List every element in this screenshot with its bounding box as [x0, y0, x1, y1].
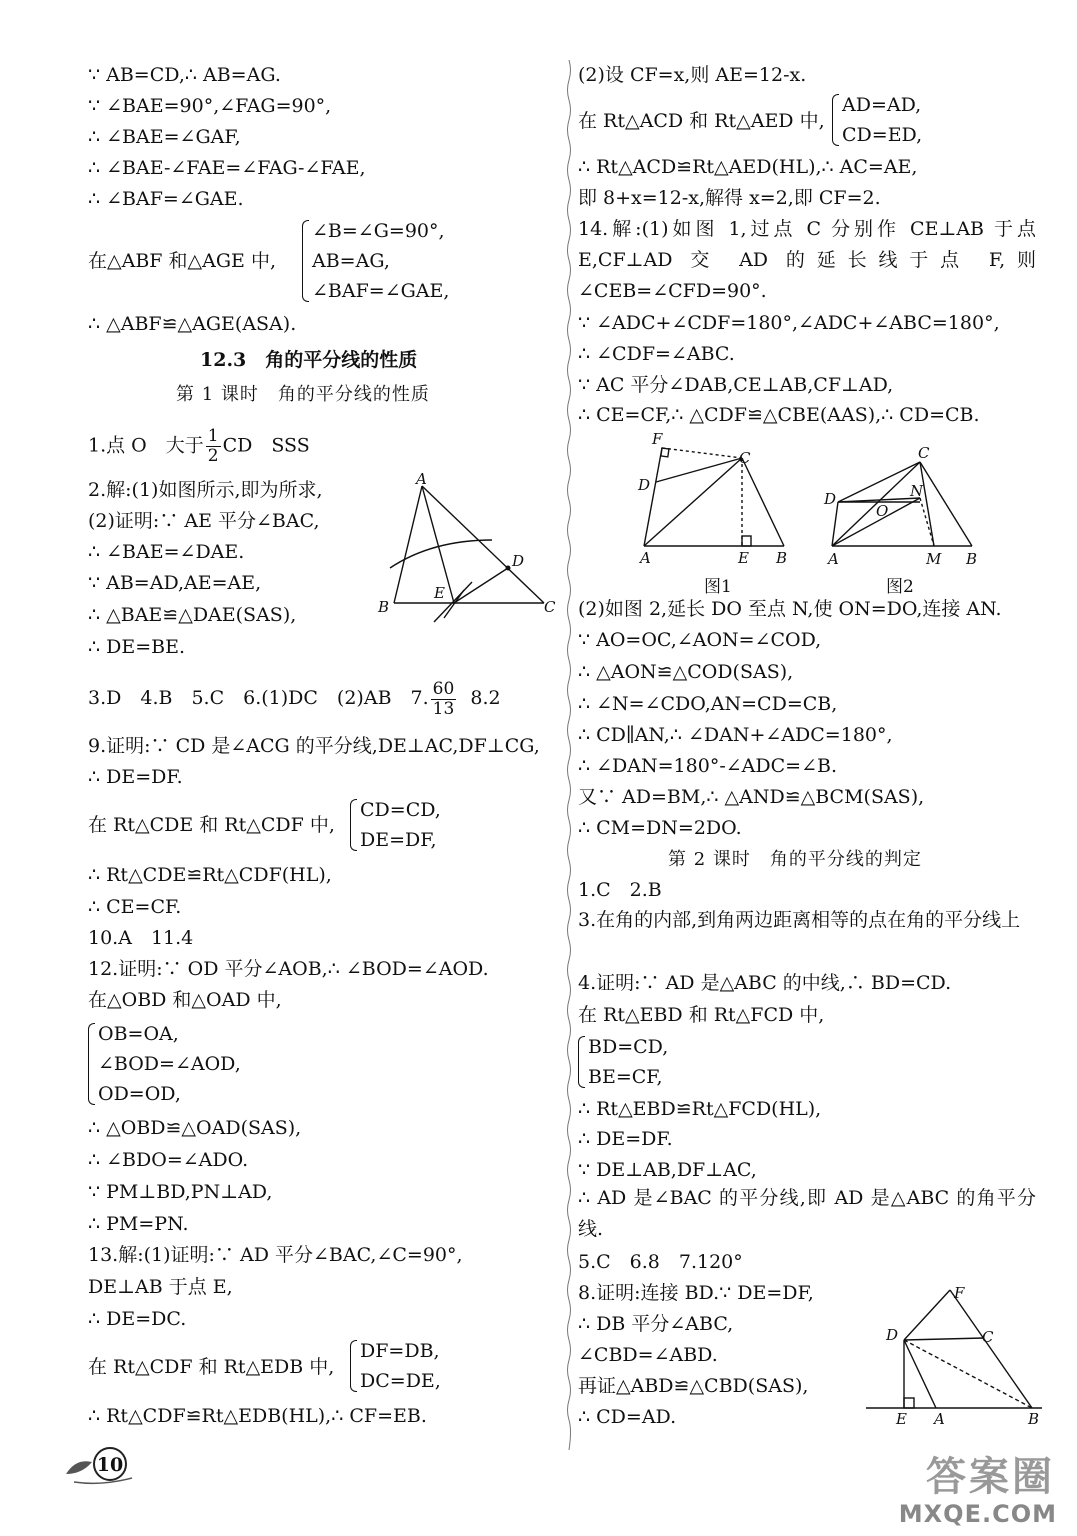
point-label: A	[416, 470, 427, 488]
text-line: ∴ DE=BE.	[88, 636, 186, 658]
text-line: ∴ CM=DN=2DO.	[578, 817, 742, 839]
text-line: ∵ AO=OC,∠AON=∠COD,	[578, 629, 822, 651]
text-line: ∠CBD=∠ABD.	[578, 1344, 718, 1366]
text-line: ∴ △AON≌△COD(SAS),	[578, 661, 794, 683]
text-line: 1.C 2.B	[578, 879, 662, 901]
text-line: ∴ PM=PN.	[88, 1213, 189, 1235]
text-line: ∴ △ABF≌△AGE(ASA).	[88, 313, 297, 335]
text-line: ∴ ∠BDO=∠ADO.	[88, 1149, 249, 1171]
text-line: 5.C 6.8 7.120°	[578, 1251, 743, 1273]
text-line: DE⊥AB 于点 E,	[88, 1276, 233, 1298]
leaf-icon	[66, 1461, 92, 1474]
lesson-title: 第 1 课时 角的平分线的性质	[176, 384, 430, 405]
watermark-logo: 答案圈	[926, 1454, 1055, 1500]
text-line: ∴ CE=CF,∴ △CDF≌△CBE(AAS),∴ CD=CB.	[578, 404, 980, 426]
point-label: B	[1028, 1410, 1040, 1428]
watermark-url: MXQE.COM	[898, 1500, 1057, 1528]
point-label: E	[434, 584, 445, 602]
text-line: ∴ CD=AD.	[578, 1406, 677, 1428]
point-label: N	[910, 482, 924, 500]
text-line: ∵ AB=CD,∴ AB=AG.	[88, 64, 281, 86]
text-line: ∵ AB=AD,AE=AE,	[88, 572, 262, 594]
text-line: 又∵ AD=BM,∴ △AND≌△BCM(SAS),	[578, 786, 925, 808]
fraction: $\frac{60}{13}$	[432, 678, 455, 719]
section-title: 12.3 角的平分线的性质	[200, 349, 418, 371]
text-line: ∴ CD∥AN,∴ ∠DAN+∠ADC=180°,	[578, 724, 893, 746]
condition-brace: AD=AD, CD=ED,	[832, 90, 922, 150]
page-number: 10	[96, 1454, 124, 1476]
text-line: 8.证明:连接 BD.∵ DE=DF,	[578, 1282, 814, 1304]
figure-q8	[862, 1282, 1048, 1432]
condition-brace: ∠B=∠G=90°, AB=AG, ∠BAF=∠GAE,	[302, 216, 449, 306]
point-label: A	[934, 1410, 945, 1428]
text-line: ∴ DE=DF.	[578, 1128, 673, 1150]
text-line: 10.A 11.4	[88, 927, 194, 949]
text-line: 12.证明:∵ OD 平分∠AOB,∴ ∠BOD=∠AOD.	[88, 958, 489, 980]
point-label: E	[896, 1410, 907, 1428]
text-line: (2)证明:∵ AE 平分∠BAC,	[88, 510, 320, 532]
text-line: 13.解:(1)证明:∵ AD 平分∠BAC,∠C=90°,	[88, 1244, 463, 1266]
page-number-badge	[62, 1444, 138, 1486]
text-line: 在 Rt△CDE 和 Rt△CDF 中,	[88, 814, 335, 836]
text-paragraph: ∴ AD 是∠BAC 的平分线,即 AD 是△ABC 的角平分线.	[578, 1187, 1036, 1240]
text-line: ∴ △OBD≌△OAD(SAS),	[88, 1117, 302, 1139]
text-line: ∵ ∠BAE=90°,∠FAG=90°,	[88, 95, 332, 117]
text-line: 再证△ABD≌△CBD(SAS),	[578, 1375, 809, 1397]
fraction: $\frac{1}{2}$	[207, 426, 219, 466]
text-line: 4.证明:∵ AD 是△ABC 的中线,∴ BD=CD.	[578, 972, 952, 994]
point-label: F	[652, 430, 663, 448]
figure-1-caption: 图1	[704, 577, 732, 597]
point-label: B	[966, 550, 978, 568]
point-label: C	[739, 449, 751, 467]
text-paragraph: 3.在角的内部,到角两边距离相等的点在角的平分线上	[578, 909, 1021, 931]
answer-q1: 1.点 O 大于 $\frac{1}{2}$ CD SSS	[88, 426, 310, 466]
text-line: 2.解:(1)如图所示,即为所求,	[88, 479, 323, 501]
point-label: C	[918, 444, 930, 462]
text-line: ∴ ∠DAN=180°-∠ADC=∠B.	[578, 755, 837, 777]
lesson-title: 第 2 课时 角的平分线的判定	[668, 849, 922, 870]
text-line: 在△OBD 和△OAD 中,	[88, 989, 282, 1011]
answers-q3-q8: 3.D 4.B 5.C 6.(1)DC (2)AB 7. $\frac{60}{13}$ 8.2	[88, 678, 501, 719]
point-label: F	[954, 1284, 965, 1302]
text-line: ∴ DE=DF.	[88, 766, 183, 788]
figure-2-caption: 图2	[886, 577, 914, 597]
text-line: ∴ ∠BAE=∠DAE.	[88, 541, 245, 563]
point-label: A	[828, 550, 839, 568]
text-line: ∴ Rt△CDE≌Rt△CDF(HL),	[88, 864, 332, 886]
point-label: D	[512, 552, 525, 570]
text-line: 在 Rt△ACD 和 Rt△AED 中,	[578, 110, 825, 132]
text-line: 在 Rt△CDF 和 Rt△EDB 中,	[88, 1356, 335, 1378]
point-label: M	[926, 550, 942, 568]
text-line: ∴ Rt△CDF≌Rt△EDB(HL),∴ CF=EB.	[88, 1405, 427, 1427]
text-paragraph: 14.解:(1)如图 1,过点 C 分别作 CE⊥AB 于点 E,CF⊥AD 交 AD 的延长线于点 F,则∠CEB=∠CFD=90°.	[578, 218, 1036, 302]
text-line: ∵ PM⊥BD,PN⊥AD,	[88, 1181, 273, 1203]
point-label: C	[544, 598, 556, 616]
condition-brace: CD=CD, DE=DF,	[350, 795, 441, 855]
text-line: ∵ DE⊥AB,DF⊥AC,	[578, 1159, 757, 1181]
figure-1	[636, 430, 796, 570]
point-label: C	[982, 1328, 994, 1346]
point-label: A	[640, 549, 651, 567]
text-line: 9.证明:∵ CD 是∠ACG 的平分线,DE⊥AC,DF⊥CG,	[88, 735, 540, 757]
text-line: ∴ ∠N=∠CDO,AN=CD=CB,	[578, 693, 838, 715]
point-label: D	[638, 476, 651, 494]
figure-2	[822, 440, 982, 570]
condition-brace: BD=CD, BE=CF,	[578, 1032, 668, 1092]
text-line: ∴ Rt△EBD≌Rt△FCD(HL),	[578, 1098, 822, 1120]
condition-brace: DF=DB, DC=DE,	[350, 1336, 441, 1396]
condition-brace: OB=OA, ∠BOD=∠AOD, OD=OD,	[88, 1019, 241, 1109]
text-line: (2)如图 2,延长 DO 至点 N,使 ON=DO,连接 AN.	[578, 598, 1002, 620]
point-label: B	[776, 549, 788, 567]
text-line: ∴ CE=CF.	[88, 896, 182, 918]
text-line: (2)设 CF=x,则 AE=12-x.	[578, 64, 807, 86]
text-line: ∴ △BAE≌△DAE(SAS),	[88, 604, 297, 626]
text-line: ∴ ∠BAE=∠GAF,	[88, 126, 241, 148]
text-line: ∵ AC 平分∠DAB,CE⊥AB,CF⊥AD,	[578, 374, 894, 396]
text-line: ∴ DE=DC.	[88, 1308, 187, 1330]
point-label: B	[378, 598, 390, 616]
text-line: 在 Rt△EBD 和 Rt△FCD 中,	[578, 1004, 825, 1026]
text-line: ∴ ∠CDF=∠ABC.	[578, 343, 735, 365]
column-divider	[566, 60, 572, 1450]
text-line: 即 8+x=12-x,解得 x=2,即 CF=2.	[578, 187, 881, 209]
text-line: ∴ DB 平分∠ABC,	[578, 1313, 734, 1335]
text-line: ∵ ∠ADC+∠CDF=180°,∠ADC+∠ABC=180°,	[578, 312, 1000, 334]
text-line: 在△ABF 和△AGE 中,	[88, 250, 276, 272]
point-label: D	[824, 490, 837, 508]
text-line: ∴ ∠BAF=∠GAE.	[88, 188, 244, 210]
figure-q2	[372, 470, 562, 630]
point-label: D	[886, 1326, 899, 1344]
text-line: ∴ ∠BAE-∠FAE=∠FAG-∠FAE,	[88, 157, 366, 179]
text-line: ∴ Rt△ACD≌Rt△AED(HL),∴ AC=AE,	[578, 156, 918, 178]
point-label: E	[738, 549, 749, 567]
point-label: O	[876, 502, 889, 520]
